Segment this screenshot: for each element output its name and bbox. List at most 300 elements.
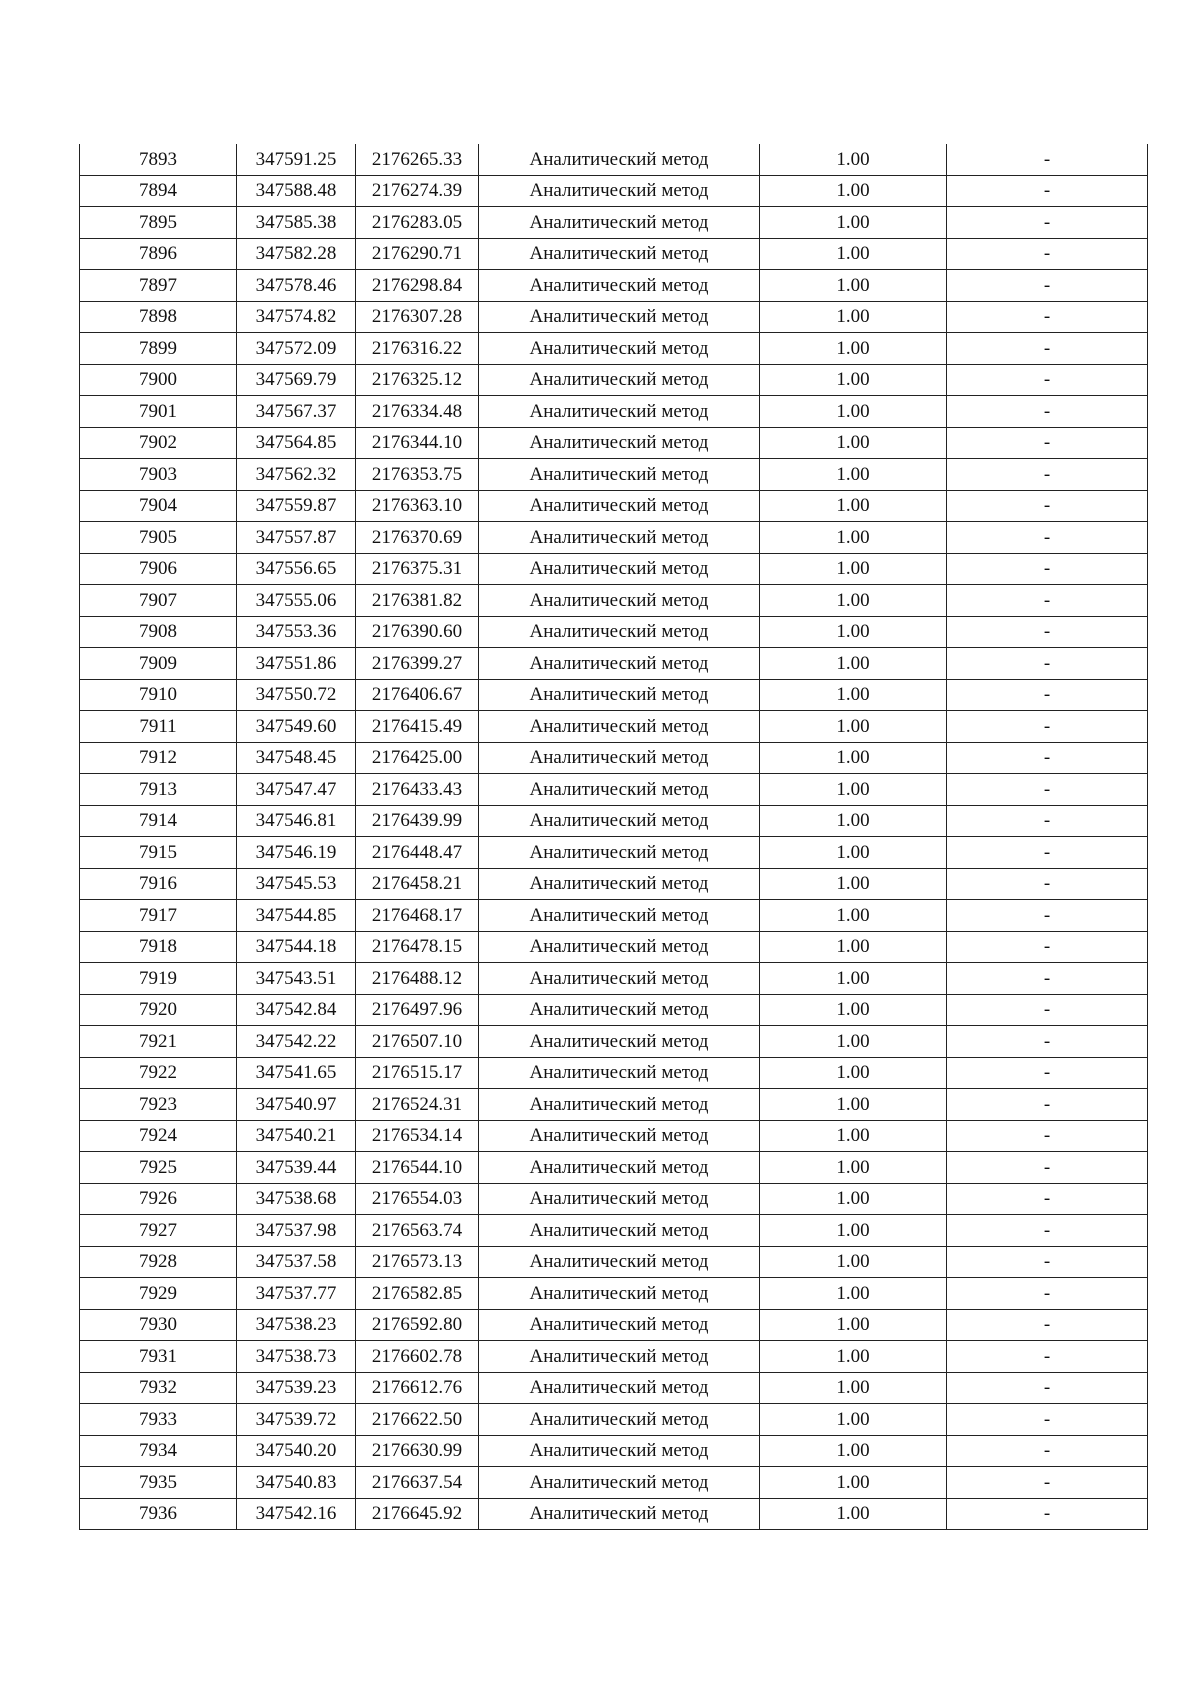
table-row (80, 459, 1148, 491)
note-cell: - (947, 301, 1148, 333)
y-coordinate-cell: 2176399.27 (356, 648, 479, 680)
x-coordinate-cell: 347555.06 (237, 585, 356, 617)
y-coordinate-cell: 2176334.48 (356, 396, 479, 428)
point-number-cell: 7932 (80, 1372, 237, 1404)
accuracy-cell: 1.00 (760, 238, 947, 270)
point-number-cell: 7909 (80, 648, 237, 680)
y-coordinate-cell: 2176554.03 (356, 1183, 479, 1215)
x-coordinate-cell: 347569.79 (237, 364, 356, 396)
note-cell: - (947, 616, 1148, 648)
point-number-cell: 7917 (80, 900, 237, 932)
y-coordinate-cell: 2176507.10 (356, 1026, 479, 1058)
point-number-cell: 7927 (80, 1215, 237, 1247)
x-coordinate-cell: 347541.65 (237, 1057, 356, 1089)
accuracy-cell: 1.00 (760, 963, 947, 995)
y-coordinate-cell: 2176439.99 (356, 805, 479, 837)
y-coordinate-cell: 2176622.50 (356, 1404, 479, 1436)
x-coordinate-cell: 347539.44 (237, 1152, 356, 1184)
x-coordinate-cell: 347537.98 (237, 1215, 356, 1247)
method-cell: Аналитический метод (479, 805, 760, 837)
method-cell: Аналитический метод (479, 1152, 760, 1184)
x-coordinate-cell: 347553.36 (237, 616, 356, 648)
table-row (80, 648, 1148, 680)
method-cell: Аналитический метод (479, 490, 760, 522)
x-coordinate-cell: 347551.86 (237, 648, 356, 680)
table-row (80, 1309, 1148, 1341)
x-coordinate-cell: 347546.81 (237, 805, 356, 837)
x-coordinate-cell: 347537.77 (237, 1278, 356, 1310)
accuracy-cell: 1.00 (760, 490, 947, 522)
x-coordinate-cell: 347559.87 (237, 490, 356, 522)
x-coordinate-cell: 347578.46 (237, 270, 356, 302)
y-coordinate-cell: 2176524.31 (356, 1089, 479, 1121)
x-coordinate-cell: 347538.23 (237, 1309, 356, 1341)
y-coordinate-cell: 2176534.14 (356, 1120, 479, 1152)
table-row (80, 1120, 1148, 1152)
note-cell: - (947, 553, 1148, 585)
note-cell: - (947, 1498, 1148, 1530)
x-coordinate-cell: 347557.87 (237, 522, 356, 554)
x-coordinate-cell: 347546.19 (237, 837, 356, 869)
note-cell: - (947, 648, 1148, 680)
method-cell: Аналитический метод (479, 774, 760, 806)
y-coordinate-cell: 2176515.17 (356, 1057, 479, 1089)
table-row (80, 1372, 1148, 1404)
x-coordinate-cell: 347545.53 (237, 868, 356, 900)
accuracy-cell: 1.00 (760, 1278, 947, 1310)
accuracy-cell: 1.00 (760, 459, 947, 491)
x-coordinate-cell: 347542.84 (237, 994, 356, 1026)
y-coordinate-cell: 2176544.10 (356, 1152, 479, 1184)
y-coordinate-cell: 2176582.85 (356, 1278, 479, 1310)
point-number-cell: 7920 (80, 994, 237, 1026)
y-coordinate-cell: 2176637.54 (356, 1467, 479, 1499)
note-cell: - (947, 522, 1148, 554)
note-cell: - (947, 1278, 1148, 1310)
note-cell: - (947, 1120, 1148, 1152)
x-coordinate-cell: 347588.48 (237, 175, 356, 207)
accuracy-cell: 1.00 (760, 1467, 947, 1499)
note-cell: - (947, 1183, 1148, 1215)
point-number-cell: 7921 (80, 1026, 237, 1058)
y-coordinate-cell: 2176488.12 (356, 963, 479, 995)
x-coordinate-cell: 347540.21 (237, 1120, 356, 1152)
point-number-cell: 7895 (80, 207, 237, 239)
table-row (80, 207, 1148, 239)
accuracy-cell: 1.00 (760, 900, 947, 932)
accuracy-cell: 1.00 (760, 1183, 947, 1215)
point-number-cell: 7923 (80, 1089, 237, 1121)
point-number-cell: 7896 (80, 238, 237, 270)
accuracy-cell: 1.00 (760, 679, 947, 711)
y-coordinate-cell: 2176425.00 (356, 742, 479, 774)
note-cell: - (947, 270, 1148, 302)
y-coordinate-cell: 2176468.17 (356, 900, 479, 932)
accuracy-cell: 1.00 (760, 427, 947, 459)
point-number-cell: 7924 (80, 1120, 237, 1152)
y-coordinate-cell: 2176344.10 (356, 427, 479, 459)
y-coordinate-cell: 2176274.39 (356, 175, 479, 207)
point-number-cell: 7928 (80, 1246, 237, 1278)
note-cell: - (947, 742, 1148, 774)
y-coordinate-cell: 2176363.10 (356, 490, 479, 522)
note-cell: - (947, 1246, 1148, 1278)
point-number-cell: 7899 (80, 333, 237, 365)
point-number-cell: 7913 (80, 774, 237, 806)
method-cell: Аналитический метод (479, 553, 760, 585)
y-coordinate-cell: 2176602.78 (356, 1341, 479, 1373)
point-number-cell: 7905 (80, 522, 237, 554)
table-row (80, 900, 1148, 932)
accuracy-cell: 1.00 (760, 1404, 947, 1436)
x-coordinate-cell: 347542.22 (237, 1026, 356, 1058)
point-number-cell: 7935 (80, 1467, 237, 1499)
note-cell: - (947, 490, 1148, 522)
note-cell: - (947, 837, 1148, 869)
accuracy-cell: 1.00 (760, 364, 947, 396)
accuracy-cell: 1.00 (760, 585, 947, 617)
y-coordinate-cell: 2176298.84 (356, 270, 479, 302)
point-number-cell: 7925 (80, 1152, 237, 1184)
point-number-cell: 7908 (80, 616, 237, 648)
table-row (80, 1498, 1148, 1530)
accuracy-cell: 1.00 (760, 1498, 947, 1530)
x-coordinate-cell: 347540.97 (237, 1089, 356, 1121)
y-coordinate-cell: 2176370.69 (356, 522, 479, 554)
x-coordinate-cell: 347542.16 (237, 1498, 356, 1530)
table-row (80, 1089, 1148, 1121)
point-number-cell: 7894 (80, 175, 237, 207)
accuracy-cell: 1.00 (760, 1057, 947, 1089)
note-cell: - (947, 1089, 1148, 1121)
accuracy-cell: 1.00 (760, 774, 947, 806)
table-row (80, 1435, 1148, 1467)
accuracy-cell: 1.00 (760, 805, 947, 837)
table-row (80, 490, 1148, 522)
accuracy-cell: 1.00 (760, 994, 947, 1026)
method-cell: Аналитический метод (479, 931, 760, 963)
table-row (80, 144, 1148, 175)
table-row (80, 1183, 1148, 1215)
method-cell: Аналитический метод (479, 207, 760, 239)
table-row (80, 1404, 1148, 1436)
accuracy-cell: 1.00 (760, 270, 947, 302)
table-row (80, 868, 1148, 900)
note-cell: - (947, 931, 1148, 963)
table-row (80, 616, 1148, 648)
note-cell: - (947, 396, 1148, 428)
note-cell: - (947, 333, 1148, 365)
y-coordinate-cell: 2176592.80 (356, 1309, 479, 1341)
point-number-cell: 7910 (80, 679, 237, 711)
method-cell: Аналитический метод (479, 711, 760, 743)
table-row (80, 931, 1148, 963)
point-number-cell: 7901 (80, 396, 237, 428)
table-row (80, 1246, 1148, 1278)
method-cell: Аналитический метод (479, 963, 760, 995)
point-number-cell: 7929 (80, 1278, 237, 1310)
point-number-cell: 7919 (80, 963, 237, 995)
method-cell: Аналитический метод (479, 1246, 760, 1278)
method-cell: Аналитический метод (479, 1498, 760, 1530)
point-number-cell: 7934 (80, 1435, 237, 1467)
y-coordinate-cell: 2176265.33 (356, 144, 479, 175)
method-cell: Аналитический метод (479, 301, 760, 333)
accuracy-cell: 1.00 (760, 1089, 947, 1121)
note-cell: - (947, 1152, 1148, 1184)
y-coordinate-cell: 2176381.82 (356, 585, 479, 617)
accuracy-cell: 1.00 (760, 648, 947, 680)
accuracy-cell: 1.00 (760, 616, 947, 648)
method-cell: Аналитический метод (479, 270, 760, 302)
table-row (80, 396, 1148, 428)
note-cell: - (947, 585, 1148, 617)
y-coordinate-cell: 2176458.21 (356, 868, 479, 900)
note-cell: - (947, 1341, 1148, 1373)
point-number-cell: 7904 (80, 490, 237, 522)
y-coordinate-cell: 2176573.13 (356, 1246, 479, 1278)
y-coordinate-cell: 2176353.75 (356, 459, 479, 491)
table-row (80, 774, 1148, 806)
method-cell: Аналитический метод (479, 396, 760, 428)
table-row (80, 837, 1148, 869)
accuracy-cell: 1.00 (760, 1341, 947, 1373)
accuracy-cell: 1.00 (760, 1372, 947, 1404)
method-cell: Аналитический метод (479, 1372, 760, 1404)
y-coordinate-cell: 2176325.12 (356, 364, 479, 396)
method-cell: Аналитический метод (479, 1435, 760, 1467)
accuracy-cell: 1.00 (760, 868, 947, 900)
note-cell: - (947, 900, 1148, 932)
note-cell: - (947, 679, 1148, 711)
accuracy-cell: 1.00 (760, 553, 947, 585)
note-cell: - (947, 711, 1148, 743)
table-row (80, 427, 1148, 459)
x-coordinate-cell: 347538.73 (237, 1341, 356, 1373)
point-number-cell: 7906 (80, 553, 237, 585)
y-coordinate-cell: 2176478.15 (356, 931, 479, 963)
note-cell: - (947, 963, 1148, 995)
coordinates-table (79, 144, 1148, 1530)
point-number-cell: 7918 (80, 931, 237, 963)
table-row (80, 1278, 1148, 1310)
accuracy-cell: 1.00 (760, 144, 947, 175)
method-cell: Аналитический метод (479, 427, 760, 459)
point-number-cell: 7900 (80, 364, 237, 396)
accuracy-cell: 1.00 (760, 1435, 947, 1467)
point-number-cell: 7898 (80, 301, 237, 333)
table-row (80, 301, 1148, 333)
x-coordinate-cell: 347574.82 (237, 301, 356, 333)
table-row (80, 1215, 1148, 1247)
method-cell: Аналитический метод (479, 1215, 760, 1247)
note-cell: - (947, 364, 1148, 396)
method-cell: Аналитический метод (479, 1183, 760, 1215)
y-coordinate-cell: 2176448.47 (356, 837, 479, 869)
method-cell: Аналитический метод (479, 900, 760, 932)
accuracy-cell: 1.00 (760, 175, 947, 207)
table-row (80, 175, 1148, 207)
x-coordinate-cell: 347549.60 (237, 711, 356, 743)
y-coordinate-cell: 2176630.99 (356, 1435, 479, 1467)
note-cell: - (947, 774, 1148, 806)
accuracy-cell: 1.00 (760, 1120, 947, 1152)
note-cell: - (947, 1057, 1148, 1089)
method-cell: Аналитический метод (479, 144, 760, 175)
table-row (80, 553, 1148, 585)
note-cell: - (947, 1215, 1148, 1247)
note-cell: - (947, 1372, 1148, 1404)
y-coordinate-cell: 2176316.22 (356, 333, 479, 365)
point-number-cell: 7893 (80, 144, 237, 175)
method-cell: Аналитический метод (479, 364, 760, 396)
x-coordinate-cell: 347540.83 (237, 1467, 356, 1499)
point-number-cell: 7902 (80, 427, 237, 459)
note-cell: - (947, 805, 1148, 837)
point-number-cell: 7936 (80, 1498, 237, 1530)
y-coordinate-cell: 2176497.96 (356, 994, 479, 1026)
table-row (80, 522, 1148, 554)
x-coordinate-cell: 347550.72 (237, 679, 356, 711)
method-cell: Аналитический метод (479, 1120, 760, 1152)
y-coordinate-cell: 2176415.49 (356, 711, 479, 743)
x-coordinate-cell: 347564.85 (237, 427, 356, 459)
accuracy-cell: 1.00 (760, 333, 947, 365)
y-coordinate-cell: 2176563.74 (356, 1215, 479, 1247)
note-cell: - (947, 238, 1148, 270)
x-coordinate-cell: 347567.37 (237, 396, 356, 428)
method-cell: Аналитический метод (479, 459, 760, 491)
point-number-cell: 7922 (80, 1057, 237, 1089)
note-cell: - (947, 868, 1148, 900)
note-cell: - (947, 1404, 1148, 1436)
table-row (80, 742, 1148, 774)
table-row (80, 963, 1148, 995)
accuracy-cell: 1.00 (760, 1152, 947, 1184)
table-row (80, 270, 1148, 302)
point-number-cell: 7914 (80, 805, 237, 837)
table-row (80, 1341, 1148, 1373)
table-row (80, 1057, 1148, 1089)
method-cell: Аналитический метод (479, 1467, 760, 1499)
accuracy-cell: 1.00 (760, 396, 947, 428)
method-cell: Аналитический метод (479, 1341, 760, 1373)
method-cell: Аналитический метод (479, 333, 760, 365)
x-coordinate-cell: 347539.72 (237, 1404, 356, 1436)
y-coordinate-cell: 2176283.05 (356, 207, 479, 239)
method-cell: Аналитический метод (479, 1026, 760, 1058)
table-row (80, 711, 1148, 743)
x-coordinate-cell: 347538.68 (237, 1183, 356, 1215)
x-coordinate-cell: 347572.09 (237, 333, 356, 365)
note-cell: - (947, 144, 1148, 175)
accuracy-cell: 1.00 (760, 711, 947, 743)
accuracy-cell: 1.00 (760, 1215, 947, 1247)
note-cell: - (947, 1467, 1148, 1499)
method-cell: Аналитический метод (479, 1404, 760, 1436)
accuracy-cell: 1.00 (760, 522, 947, 554)
note-cell: - (947, 1309, 1148, 1341)
x-coordinate-cell: 347544.18 (237, 931, 356, 963)
y-coordinate-cell: 2176390.60 (356, 616, 479, 648)
y-coordinate-cell: 2176612.76 (356, 1372, 479, 1404)
accuracy-cell: 1.00 (760, 742, 947, 774)
point-number-cell: 7903 (80, 459, 237, 491)
x-coordinate-cell: 347585.38 (237, 207, 356, 239)
point-number-cell: 7907 (80, 585, 237, 617)
method-cell: Аналитический метод (479, 1278, 760, 1310)
table-row (80, 805, 1148, 837)
method-cell: Аналитический метод (479, 616, 760, 648)
note-cell: - (947, 175, 1148, 207)
x-coordinate-cell: 347562.32 (237, 459, 356, 491)
point-number-cell: 7930 (80, 1309, 237, 1341)
x-coordinate-cell: 347540.20 (237, 1435, 356, 1467)
x-coordinate-cell: 347582.28 (237, 238, 356, 270)
accuracy-cell: 1.00 (760, 1026, 947, 1058)
x-coordinate-cell: 347539.23 (237, 1372, 356, 1404)
point-number-cell: 7926 (80, 1183, 237, 1215)
note-cell: - (947, 1435, 1148, 1467)
table-row (80, 1152, 1148, 1184)
point-number-cell: 7915 (80, 837, 237, 869)
method-cell: Аналитический метод (479, 585, 760, 617)
table-row (80, 1026, 1148, 1058)
point-number-cell: 7912 (80, 742, 237, 774)
point-number-cell: 7911 (80, 711, 237, 743)
coordinates-table-body (80, 144, 1148, 1530)
x-coordinate-cell: 347547.47 (237, 774, 356, 806)
method-cell: Аналитический метод (479, 648, 760, 680)
point-number-cell: 7931 (80, 1341, 237, 1373)
table-row (80, 994, 1148, 1026)
note-cell: - (947, 207, 1148, 239)
accuracy-cell: 1.00 (760, 1309, 947, 1341)
method-cell: Аналитический метод (479, 238, 760, 270)
method-cell: Аналитический метод (479, 1057, 760, 1089)
table-row (80, 238, 1148, 270)
method-cell: Аналитический метод (479, 742, 760, 774)
note-cell: - (947, 1026, 1148, 1058)
y-coordinate-cell: 2176290.71 (356, 238, 479, 270)
accuracy-cell: 1.00 (760, 931, 947, 963)
y-coordinate-cell: 2176433.43 (356, 774, 479, 806)
x-coordinate-cell: 347548.45 (237, 742, 356, 774)
table-row (80, 364, 1148, 396)
y-coordinate-cell: 2176406.67 (356, 679, 479, 711)
table-row (80, 333, 1148, 365)
point-number-cell: 7916 (80, 868, 237, 900)
accuracy-cell: 1.00 (760, 1246, 947, 1278)
y-coordinate-cell: 2176645.92 (356, 1498, 479, 1530)
method-cell: Аналитический метод (479, 868, 760, 900)
accuracy-cell: 1.00 (760, 207, 947, 239)
y-coordinate-cell: 2176375.31 (356, 553, 479, 585)
note-cell: - (947, 994, 1148, 1026)
x-coordinate-cell: 347591.25 (237, 144, 356, 175)
point-number-cell: 7897 (80, 270, 237, 302)
x-coordinate-cell: 347537.58 (237, 1246, 356, 1278)
method-cell: Аналитический метод (479, 994, 760, 1026)
point-number-cell: 7933 (80, 1404, 237, 1436)
method-cell: Аналитический метод (479, 522, 760, 554)
table-row (80, 585, 1148, 617)
method-cell: Аналитический метод (479, 175, 760, 207)
method-cell: Аналитический метод (479, 1309, 760, 1341)
x-coordinate-cell: 347543.51 (237, 963, 356, 995)
method-cell: Аналитический метод (479, 837, 760, 869)
method-cell: Аналитический метод (479, 1089, 760, 1121)
